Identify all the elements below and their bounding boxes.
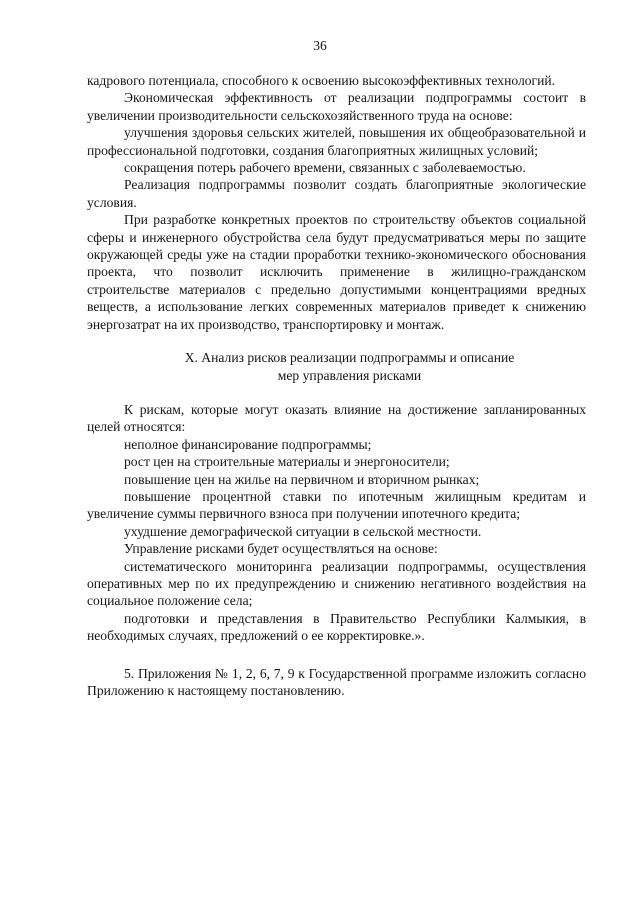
paragraph: сокращения потерь рабочего времени, связанных с заболеваемостью. bbox=[124, 160, 526, 176]
page-number: 36 bbox=[313, 38, 327, 53]
final-paragraph: 5. Приложения № 1, 2, 6, 7, 9 к Государственной программе изложить согласно Приложению к настоящему постановлению. bbox=[87, 665, 586, 698]
paragraph: повышение цен на жилье на первичном и вторичном рынках; bbox=[124, 471, 480, 487]
paragraph: систематического мониторинга реализации подпрограммы, осуществления оперативных мер по их предупреждению и снижению негативного воздействия на социальное положение села; bbox=[87, 558, 586, 609]
paragraph: кадрового потенциала, способного к освоению высокоэффективных технологий. bbox=[87, 73, 556, 88]
paragraph: Реализация подпрограммы позволит создать благоприятные экологические условия. bbox=[87, 177, 586, 210]
paragraph: повышение процентной ставки по ипотечным жилищным кредитам и увеличение суммы первичного взноса при получении ипотечного кредита; bbox=[87, 488, 586, 522]
section-heading bbox=[87, 349, 586, 384]
paragraph: Экономическая эффективность от реализации подпрограммы состоит в увеличении производительности сельскохозяйственного труда на основе: bbox=[87, 90, 586, 123]
section-text-top bbox=[87, 72, 586, 333]
section-heading-line-1: X. Анализ рисков реализации подпрограммы и описание bbox=[184, 350, 515, 366]
section-text-risks bbox=[87, 401, 586, 645]
document-body bbox=[87, 72, 586, 699]
paragraph: подготовки и представления в Правительство Республики Калмыкия, в необходимых случаях, предложений о ее корректировке.». bbox=[87, 610, 586, 644]
section-heading-line-2: мер управления рисками bbox=[277, 367, 422, 383]
paragraph: К рискам, которые могут оказать влияние на достижение запланированных целей относятся: bbox=[87, 401, 586, 435]
paragraph: неполное финансирование подпрограммы; bbox=[124, 436, 372, 452]
paragraph: улучшения здоровья сельских жителей, повышения их общеобразовательной и профессиональной подготовки, создания благоприятных жилищных условий; bbox=[87, 125, 586, 158]
paragraph: При разработке конкретных проектов по строительству объектов социальной сферы и инженерного обустройства села будут предусматриваться меры по защите окружающей среды уже на стадии проработки технико-экономического обоснования проекта, что позволит исключить применение в жилищно-гражданском строительстве материалов с предельно допустимыми концентрациями вредных веществ, а использование легких современных материалов приведет к снижению энергозатрат на их производство, транспортировку и монтаж. bbox=[87, 212, 586, 332]
paragraph: рост цен на строительные материалы и энергоносители; bbox=[124, 454, 450, 470]
paragraph: Управление рисками будет осуществляться на основе: bbox=[124, 541, 438, 557]
paragraph: ухудшение демографической ситуации в сельской местности. bbox=[124, 523, 482, 539]
